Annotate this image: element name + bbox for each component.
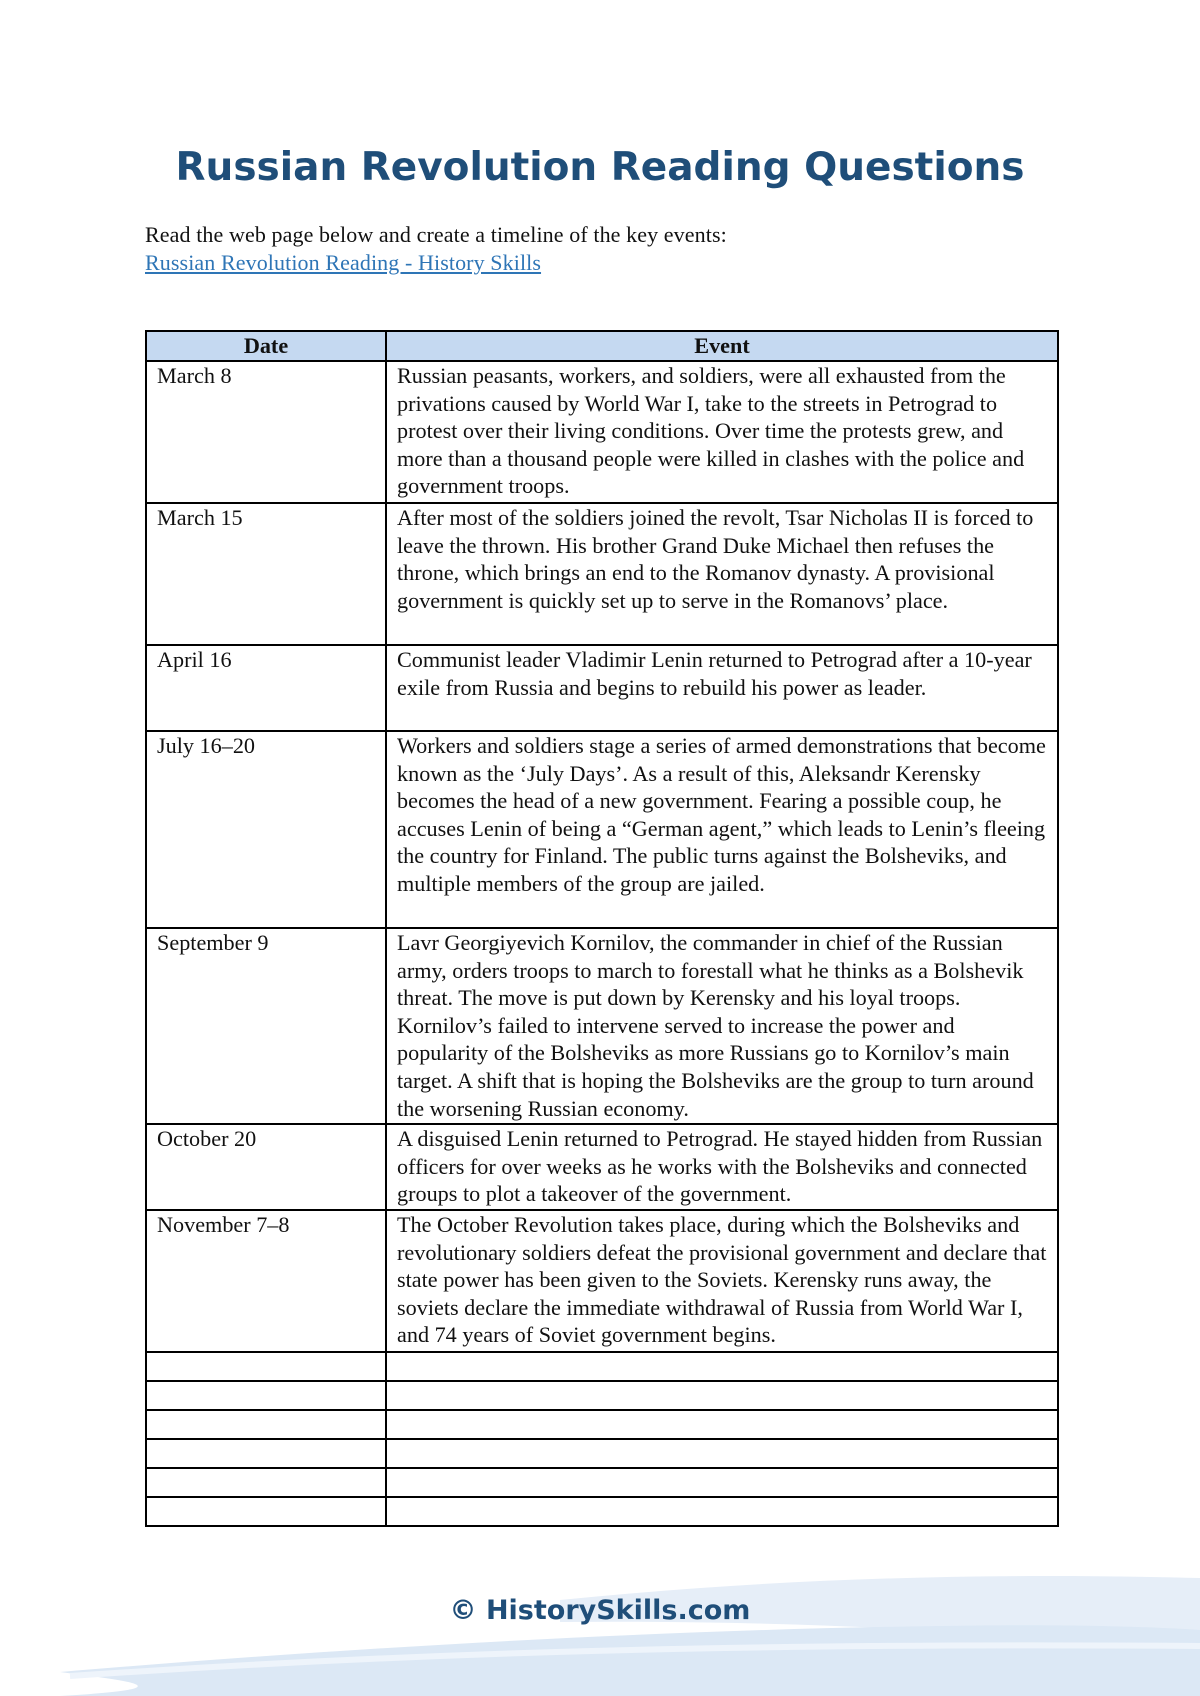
table-row bbox=[146, 1439, 1058, 1468]
event-column-header: Event bbox=[386, 331, 1058, 361]
table-row bbox=[146, 503, 1058, 645]
date-cell[interactable] bbox=[146, 1352, 386, 1381]
date-cell: April 16 bbox=[146, 645, 386, 731]
table-row bbox=[146, 1497, 1058, 1526]
event-cell: Workers and soldiers stage a series of armed demonstrations that become known as the ‘July Days’. As a result of this, Aleksandr Kerensky becomes the head of a new government. Fearing a possible coup, he accuses Lenin of being a “German agent,” which leads to Lenin’s fleeing the country for Finland. The public turns against the Bolsheviks, and multiple members of the group are jailed. bbox=[386, 731, 1058, 928]
intro-section bbox=[145, 221, 727, 277]
date-cell[interactable] bbox=[146, 1497, 386, 1526]
table-row bbox=[146, 928, 1058, 1124]
table-row bbox=[146, 1210, 1058, 1352]
event-cell[interactable] bbox=[386, 1352, 1058, 1381]
event-cell: After most of the soldiers joined the revolt, Tsar Nicholas II is forced to leave the thrown. His brother Grand Duke Michael then refuses the throne, which brings an end to the Romanov dynasty. A provisional government is quickly set up to serve in the Romanovs’ place. bbox=[386, 503, 1058, 645]
table-row bbox=[146, 645, 1058, 731]
date-cell: October 20 bbox=[146, 1124, 386, 1210]
timeline-table bbox=[145, 330, 1059, 1527]
date-cell: March 15 bbox=[146, 503, 386, 645]
table-row bbox=[146, 1124, 1058, 1210]
event-cell: The October Revolution takes place, during which the Bolsheviks and revolutionary soldiers defeat the provisional government and declare that state power has been given to the Soviets. Kerensky runs away, the soviets declare the immediate withdrawal of Russia from World War I, and 74 years of Soviet government begins. bbox=[386, 1210, 1058, 1352]
event-cell[interactable] bbox=[386, 1410, 1058, 1439]
event-cell[interactable] bbox=[386, 1497, 1058, 1526]
event-cell: A disguised Lenin returned to Petrograd. He stayed hidden from Russian officers for over weeks as he works with the Bolsheviks and connected groups to plot a takeover of the government. bbox=[386, 1124, 1058, 1210]
reading-link[interactable]: Russian Revolution Reading - History Skills bbox=[145, 250, 542, 275]
table-row bbox=[146, 1352, 1058, 1381]
event-cell: Lavr Georgiyevich Kornilov, the commander in chief of the Russian army, orders troops to march to forestall what he thinks as a Bolshevik threat. The move is put down by Kerensky and his loyal troops. Kornilov’s failed to intervene served to increase the power and popularity of the Bolsheviks as more Russians go to Kornilov’s main target. A shift that is hoping the Bolsheviks are the group to turn around the worsening Russian economy. bbox=[386, 928, 1058, 1124]
date-column-header: Date bbox=[146, 331, 386, 361]
event-cell[interactable] bbox=[386, 1439, 1058, 1468]
date-cell[interactable] bbox=[146, 1381, 386, 1410]
table-row bbox=[146, 731, 1058, 928]
event-cell: Russian peasants, workers, and soldiers, were all exhausted from the privations caused by World War I, take to the streets in Petrograd to protest over their living conditions. Over time the protests grew, and more than a thousand people were killed in clashes with the police and government troops. bbox=[386, 361, 1058, 503]
table-header-row bbox=[146, 331, 1058, 361]
event-cell: Communist leader Vladimir Lenin returned to Petrograd after a 10-year exile from Russia and begins to rebuild his power as leader. bbox=[386, 645, 1058, 731]
date-cell[interactable] bbox=[146, 1468, 386, 1497]
event-cell[interactable] bbox=[386, 1468, 1058, 1497]
table-row bbox=[146, 1410, 1058, 1439]
date-cell: July 16–20 bbox=[146, 731, 386, 928]
date-cell[interactable] bbox=[146, 1439, 386, 1468]
instruction-text: Read the web page below and create a timeline of the key events: bbox=[145, 222, 727, 247]
wave-band-lower bbox=[60, 1625, 1200, 1696]
table-row bbox=[146, 1381, 1058, 1410]
date-cell[interactable] bbox=[146, 1410, 386, 1439]
table-row bbox=[146, 1468, 1058, 1497]
copyright-footer: © HistorySkills.com bbox=[449, 1595, 751, 1626]
table-row bbox=[146, 361, 1058, 503]
date-cell: November 7–8 bbox=[146, 1210, 386, 1352]
event-cell[interactable] bbox=[386, 1381, 1058, 1410]
date-cell: March 8 bbox=[146, 361, 386, 503]
date-cell: September 9 bbox=[146, 928, 386, 1124]
page-title: Russian Revolution Reading Questions bbox=[175, 145, 1025, 190]
